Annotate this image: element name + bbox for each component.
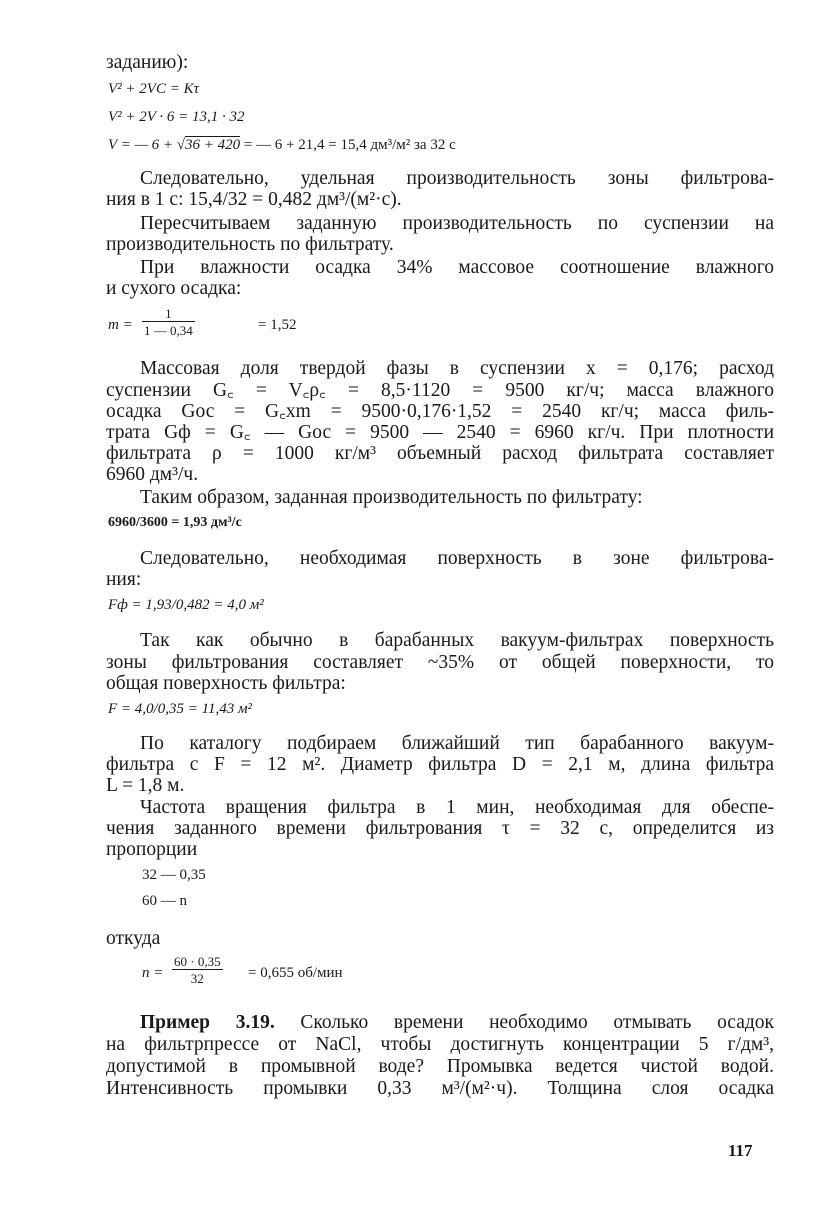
- text-line: трата Gф = G꜀ — Gос = 9500 — 2540 = 6960 кг/ч. При плотности: [106, 422, 774, 443]
- fraction-n: [172, 954, 223, 986]
- example-heading-line: [106, 1012, 774, 1033]
- text-line: зоны фильтрования составляет ~35% от общей поверхности, то: [106, 652, 774, 673]
- formula-volume-solution: [108, 136, 456, 154]
- formula-filtration-equation: V² + 2VC = Kτ: [108, 81, 199, 97]
- text-line: Следовательно, удельная производительность зоны фильтрова-: [140, 168, 774, 189]
- text-line: пропорции: [106, 839, 198, 860]
- text-line: заданию):: [106, 52, 189, 73]
- text-line: производительность по фильтрату.: [106, 234, 394, 255]
- text-line: ния в 1 с: 15,4/32 = 0,482 дм³/(м²·с).: [106, 189, 402, 210]
- text-line: Частота вращения фильтра в 1 мин, необходимая для обеспе-: [140, 797, 774, 818]
- text-line: При влажности осадка 34% массовое соотношение влажного: [140, 257, 774, 278]
- proportion-line-2: 60 — n: [142, 893, 187, 909]
- formula-part: = 0,655 об/мин: [248, 965, 343, 981]
- text-line: Таким образом, заданная производительность по фильтрату:: [140, 487, 643, 508]
- text-line: ния:: [106, 569, 142, 590]
- text-line: 6960 дм³/ч.: [106, 464, 199, 485]
- text-line: на фильтрпрессе от NaCl, чтобы достигнуть концентрации 5 г/дм³,: [106, 1034, 774, 1055]
- formula-substitution: V² + 2V · 6 = 13,1 · 32: [108, 109, 245, 125]
- fraction-denominator: 32: [172, 969, 223, 986]
- text-line: Пересчитываем заданную производительность по суспензии на: [140, 213, 774, 234]
- text-line: чения заданного времени фильтрования τ = 32 с, определится из: [106, 818, 774, 839]
- formula-part: m =: [108, 317, 133, 333]
- fraction-m: [142, 306, 195, 338]
- fraction-denominator: 1 — 0,34: [144, 323, 193, 338]
- text-line: фильтра с F = 12 м². Диаметр фильтра D = 2,1 м, длина фильтра: [106, 754, 774, 775]
- formula-part: n =: [142, 965, 164, 981]
- formula-flow-rate: 6960/3600 = 1,93 дм³/с: [108, 515, 242, 530]
- sqrt-radicand: 36 + 420: [184, 137, 241, 153]
- formula-part: V = — 6 +: [108, 137, 177, 153]
- formula-part: = — 6 + 21,4 = 15,4 дм³/м² за 32 с: [240, 137, 456, 153]
- text-line: откуда: [106, 928, 161, 949]
- formula-filtration-area: Fф = 1,93/0,482 = 4,0 м²: [108, 597, 264, 613]
- text-line: общая поверхность фильтра:: [106, 673, 346, 694]
- sqrt-sign: √: [176, 137, 185, 153]
- formula-part: = 1,52: [258, 317, 297, 333]
- fraction-numerator: 60 · 0,35: [174, 954, 221, 969]
- text-line: суспензии G꜀ = V꜀ρ꜀ = 8,5·1120 = 9500 кг/ч; масса влажного: [106, 380, 774, 401]
- example-text: Сколько времени необходимо отмывать осадок: [274, 1012, 774, 1033]
- text-line: Интенсивность промывки 0,33 м³/(м²·ч). Толщина слоя осадка: [106, 1078, 774, 1099]
- proportion-line-1: 32 — 0,35: [142, 867, 206, 883]
- example-label: Пример 3.19.: [140, 1012, 275, 1033]
- text-line: осадка Gос = G꜀xm = 9500·0,176·1,52 = 2540 кг/ч; масса филь-: [106, 401, 774, 422]
- text-line: Массовая доля твердой фазы в суспензии x = 0,176; расход: [140, 358, 774, 379]
- formula-total-area: F = 4,0/0,35 = 11,43 м²: [108, 701, 253, 717]
- text-line: фильтрата ρ = 1000 кг/м³ объемный расход фильтрата составляет: [106, 443, 774, 464]
- text-line: L = 1,8 м.: [106, 775, 185, 796]
- text-line: и сухого осадка:: [106, 278, 242, 299]
- text-line: Следовательно, необходимая поверхность в зоне фильтрова-: [140, 548, 774, 569]
- text-line: допустимой в промывной воде? Промывка ведется чистой водой.: [106, 1056, 774, 1077]
- text-line: Так как обычно в барабанных вакуум-фильтрах поверхность: [140, 630, 774, 651]
- fraction-numerator: 1: [165, 306, 172, 321]
- text-line: По каталогу подбираем ближайший тип барабанного вакуум-: [140, 733, 774, 754]
- page-number: 117: [728, 1141, 753, 1160]
